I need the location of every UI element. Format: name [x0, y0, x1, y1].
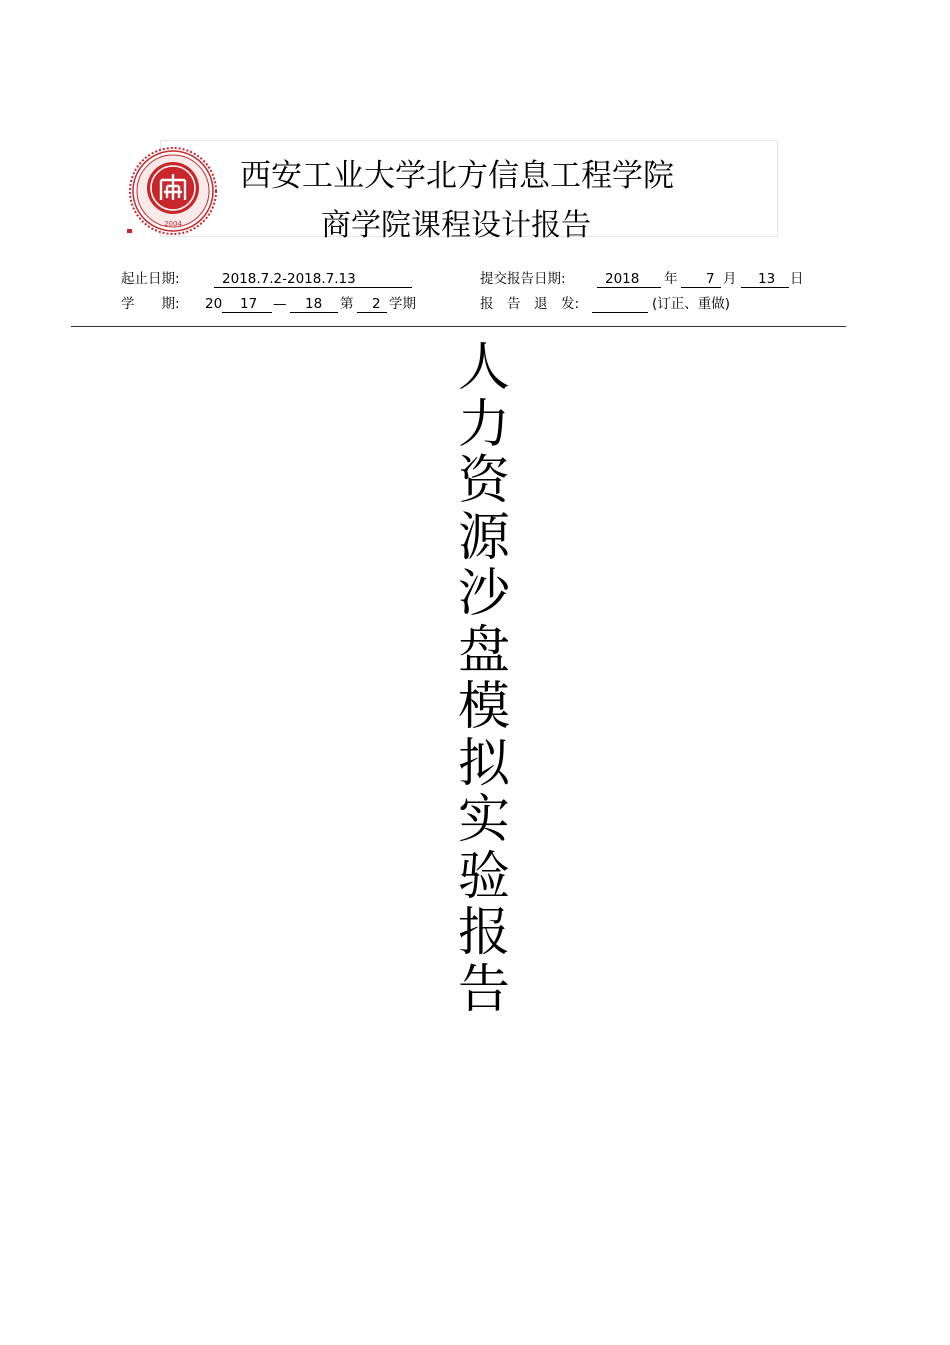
period-value: 2018.7.2-2018.7.13	[222, 271, 356, 287]
college-seal-logo	[128, 146, 218, 236]
semester-end-underline	[290, 312, 338, 313]
submit-year: 2018	[605, 271, 640, 287]
semester-number-underline	[357, 312, 387, 313]
semester-label: 学 期:	[121, 296, 180, 312]
return-note: (订正、重做)	[652, 296, 731, 312]
logo-year: 2004	[164, 220, 182, 228]
period-underline	[214, 287, 412, 288]
submit-month-underline	[681, 287, 721, 288]
semester-dash: —	[273, 296, 287, 312]
return-label: 报 告 退 发:	[480, 296, 580, 312]
semester-end: 18	[305, 296, 323, 312]
header-divider	[71, 326, 846, 327]
logo-mark	[127, 229, 132, 233]
report-title: 商学院课程设计报告	[321, 208, 591, 243]
period-label: 起止日期:	[121, 271, 180, 287]
submit-day-underline	[741, 287, 789, 288]
semester-di: 第	[340, 296, 354, 312]
semester-prefix: 20	[205, 296, 223, 312]
semester-start: 17	[240, 296, 258, 312]
submit-day: 13	[758, 271, 776, 287]
school-name: 西安工业大学北方信息工程学院	[240, 158, 674, 194]
submit-month: 7	[706, 271, 715, 287]
return-underline	[592, 312, 648, 313]
submit-year-underline	[597, 287, 661, 288]
semester-start-underline	[222, 312, 272, 313]
submit-label: 提交报告日期:	[480, 271, 566, 287]
semester-suffix: 学期	[389, 296, 416, 312]
semester-number: 2	[372, 296, 381, 312]
year-char: 年	[664, 271, 678, 287]
main-title: 人力资源沙盘模拟实验报告	[457, 338, 510, 1020]
day-char: 日	[790, 271, 804, 287]
month-char: 月	[723, 271, 737, 287]
